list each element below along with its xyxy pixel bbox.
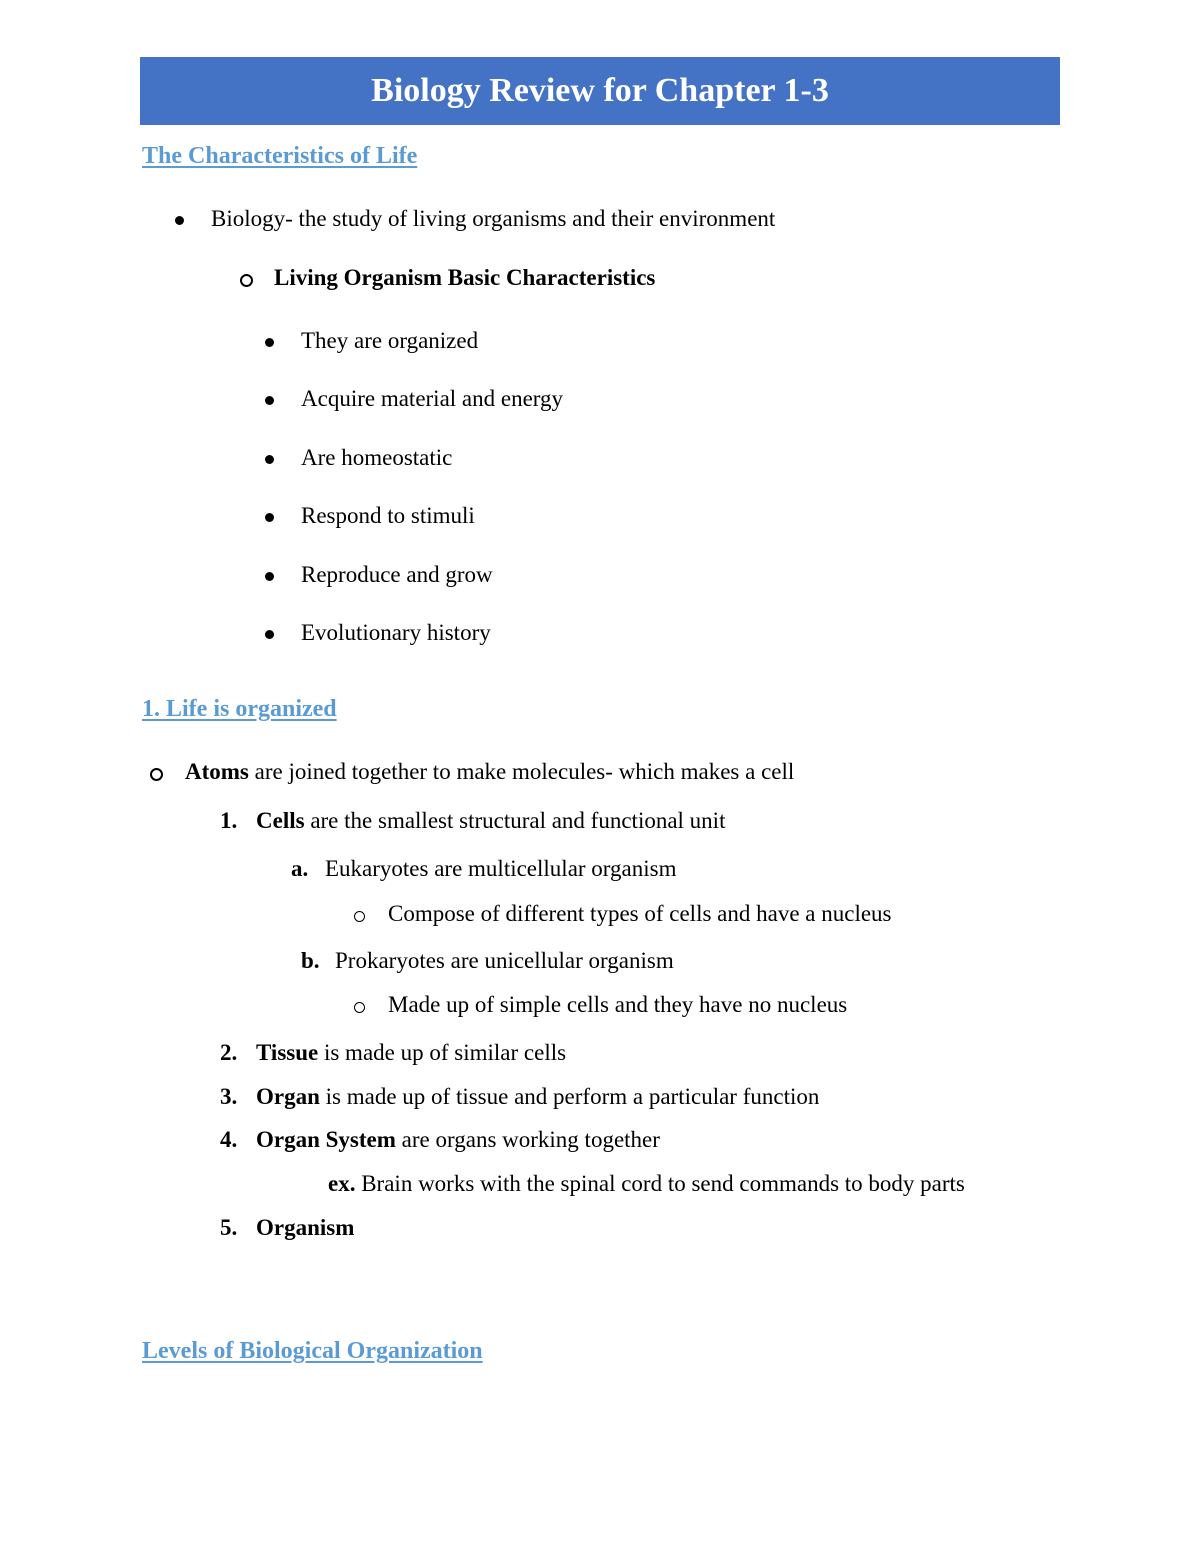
list-number: 1. [220, 808, 238, 833]
list-item-tissue [256, 1040, 566, 1066]
atoms-text: are joined together to make molecules- which makes a cell [248, 759, 795, 784]
term-text: is made up of similar cells [318, 1040, 567, 1065]
term: Cells [256, 808, 305, 833]
bullet-icon [265, 513, 274, 522]
example-line [328, 1171, 965, 1197]
bullet-icon [265, 396, 274, 405]
term-text: are the smallest structural and functional unit [304, 808, 726, 833]
document-title: Biology Review for Chapter 1-3 [371, 72, 829, 109]
term-text: is made up of tissue and perform a particular function [319, 1084, 820, 1109]
hollow-bullet-icon [354, 1002, 365, 1013]
prokaryotes-detail: Made up of simple cells and they have no nucleus [388, 992, 848, 1017]
example-label: ex. [328, 1171, 356, 1196]
list-item-organ [256, 1084, 819, 1110]
list-item-organism [256, 1215, 354, 1241]
atoms-term: Atoms [185, 759, 249, 784]
term: Organ [256, 1084, 320, 1109]
title-banner [140, 57, 1060, 125]
prokaryotes-item: Prokaryotes are unicellular organism [335, 948, 674, 973]
list-letter: b. [301, 948, 320, 973]
bullet-icon [265, 630, 274, 639]
characteristic-item: Reproduce and grow [301, 562, 493, 587]
example-text: Brain works with the spinal cord to send commands to body parts [355, 1171, 965, 1196]
section-heading-levels: Levels of Biological Organization [142, 1338, 483, 1364]
bullet-icon [265, 455, 274, 464]
term-text: are organs working together [395, 1127, 660, 1152]
list-item-organ-system [256, 1127, 660, 1153]
bullet-icon [265, 338, 274, 347]
list-number: 2. [220, 1040, 238, 1065]
list-number: 5. [220, 1215, 238, 1240]
basic-characteristics-heading: Living Organism Basic Characteristics [274, 265, 656, 290]
characteristic-item: Respond to stimuli [301, 503, 475, 528]
eukaryotes-item: Eukaryotes are multicellular organism [325, 856, 677, 881]
characteristic-item: Are homeostatic [301, 445, 453, 470]
term: Tissue [256, 1040, 319, 1065]
hollow-bullet-icon [354, 911, 365, 922]
characteristic-item: Evolutionary history [301, 620, 491, 645]
characteristic-item: Acquire material and energy [301, 386, 564, 411]
section-heading-characteristics: The Characteristics of Life [142, 143, 418, 169]
list-letter: a. [291, 856, 309, 881]
section-heading-life-organized: 1. Life is organized [142, 696, 337, 722]
list-number: 4. [220, 1127, 238, 1152]
bullet-icon [265, 572, 274, 581]
atoms-statement [185, 759, 794, 785]
characteristic-item: They are organized [301, 328, 479, 353]
biology-definition: Biology- the study of living organisms and their environment [211, 206, 776, 231]
list-number: 3. [220, 1084, 238, 1109]
term: Organism [256, 1215, 355, 1240]
bullet-icon [175, 216, 184, 225]
eukaryotes-detail: Compose of different types of cells and have a nucleus [388, 901, 892, 926]
hollow-bullet-icon [150, 768, 163, 781]
hollow-bullet-icon [240, 274, 253, 287]
term: Organ System [256, 1127, 396, 1152]
list-item-cells [256, 808, 725, 834]
